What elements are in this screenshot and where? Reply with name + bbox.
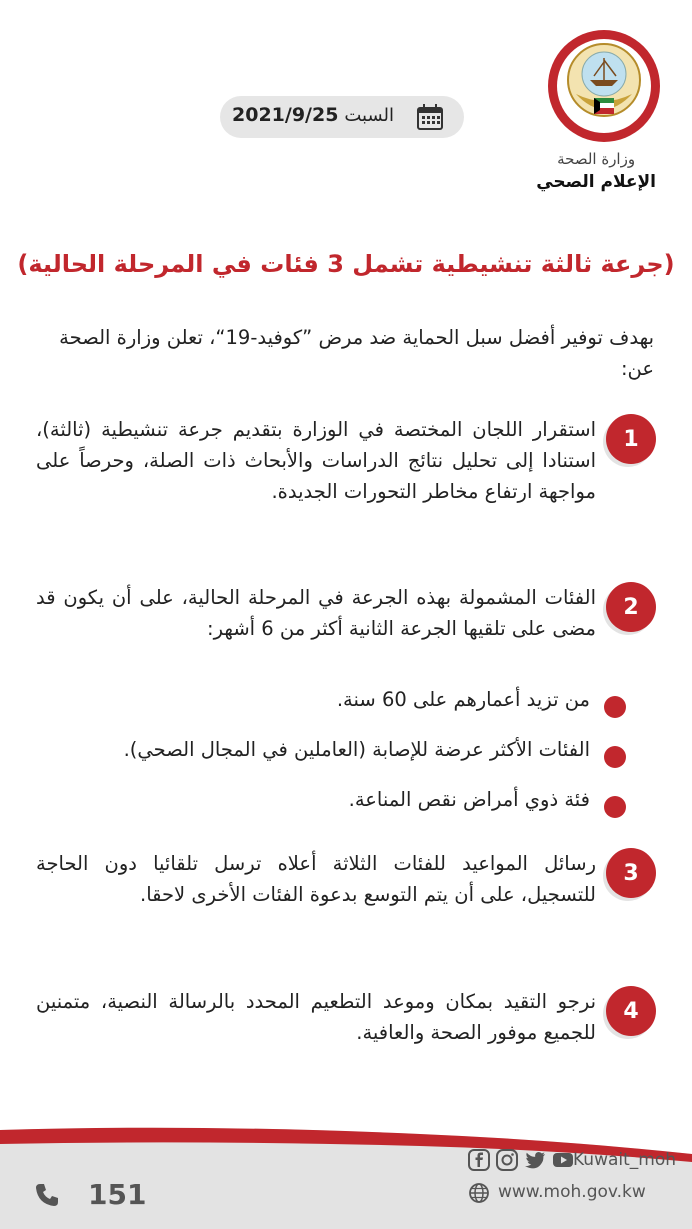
list-item [36, 738, 626, 788]
number-badge: 2 [606, 582, 656, 632]
item-text: نرجو التقيد بمكان وموعد التطعيم المحدد بالرسالة النصية، متمنين للجميع موفور الصحة والعافية. [36, 990, 596, 1044]
item-1 [36, 414, 656, 507]
date-badge [220, 96, 464, 138]
facebook-icon[interactable] [468, 1149, 490, 1171]
department-title: الإعلام الصحي [536, 172, 656, 192]
bullet-dot [604, 796, 626, 818]
ministry-logo [546, 28, 662, 144]
ministry-name [536, 150, 656, 192]
phone-icon [34, 1182, 60, 1208]
list-item-text: من تزيد أعمارهم على 60 سنة. [336, 688, 590, 711]
social-icons [468, 1145, 574, 1175]
ministry-title: وزارة الصحة [557, 150, 636, 168]
item-3 [36, 848, 656, 910]
number-badge: 3 [606, 848, 656, 898]
bullet-dot [604, 746, 626, 768]
calendar-icon [416, 103, 444, 131]
number-badge: 1 [606, 414, 656, 464]
date-value: 2021/9/25 [232, 104, 339, 126]
instagram-icon[interactable] [496, 1149, 518, 1171]
list-item-text: فئة ذوي أمراض نقص المناعة. [348, 788, 590, 811]
globe-icon [468, 1182, 490, 1204]
list-item-text: الفئات الأكثر عرضة للإصابة (العاملين في المجال الصحي). [123, 738, 590, 761]
hotline-number[interactable]: 151 [88, 1178, 147, 1211]
website-link[interactable]: www.moh.gov.kw [498, 1182, 646, 1202]
headline: (جرعة ثالثة تنشيطية تشمل 3 فئات في المرحلة الحالية) [17, 250, 675, 278]
category-list [36, 688, 626, 838]
social-handle[interactable]: Kuwait_moh [573, 1150, 677, 1170]
list-item [36, 688, 626, 738]
item-text: الفئات المشمولة بهذه الجرعة في المرحلة الحالية، على أن يكون قد مضى على تلقيها الجرعة الثانية أكثر من 6 أشهر: [36, 586, 596, 640]
list-item [36, 788, 626, 838]
item-4 [36, 986, 656, 1048]
item-text: رسائل المواعيد للفئات الثلاثة أعلاه ترسل تلقائيا دون الحاجة للتسجيل، على أن يتم التوسع بدعوة الفئات الأخرى لاحقا. [36, 852, 596, 906]
intro-text: بهدف توفير أفضل سبل الحماية ضد مرض ”كوفيد-19“، تعلن وزارة الصحة عن: [59, 326, 654, 380]
item-2 [36, 582, 656, 644]
twitter-icon[interactable] [524, 1149, 546, 1171]
bullet-dot [604, 696, 626, 718]
number-badge: 4 [606, 986, 656, 1036]
item-text: استقرار اللجان المختصة في الوزارة بتقديم جرعة تنشيطية (ثالثة)، استنادا إلى تحليل نتائج الدراسات والأبحاث ذات الصلة، وحرصاً على مواجهة ارتفاع مخاطر التحورات الجديدة. [36, 418, 596, 503]
date-day: السبت [344, 105, 394, 126]
youtube-icon[interactable] [552, 1149, 574, 1171]
